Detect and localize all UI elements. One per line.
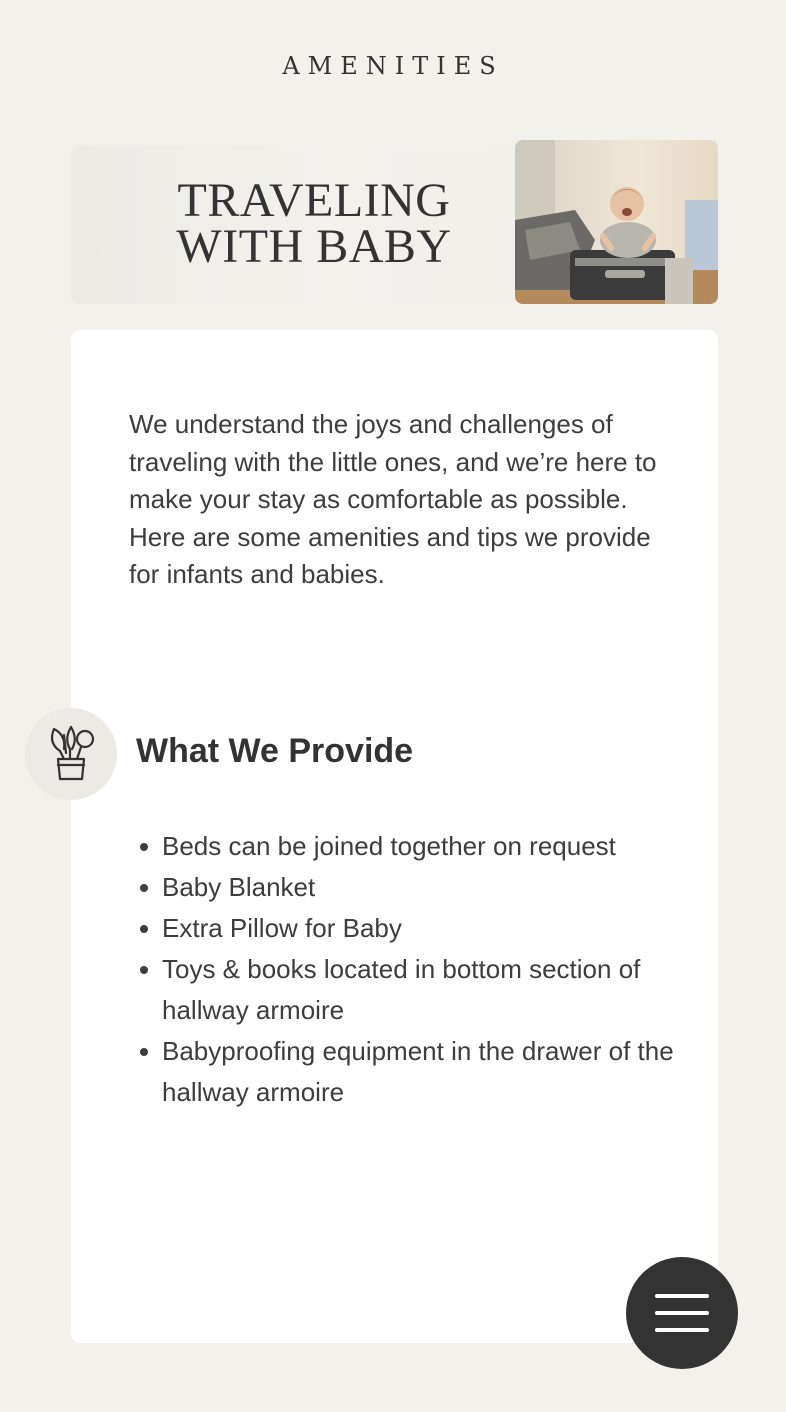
utensils-crock-icon [44, 725, 98, 783]
section-icon-badge [25, 708, 117, 800]
intro-text: We understand the joys and challenges of traveling with the little ones, and we’re here to make your stay as comfortable as possible. Here are some amenities and tips we provide for infants and babies. [129, 409, 657, 589]
list-item: Beds can be joined together on request [162, 826, 682, 867]
menu-button[interactable] [626, 1257, 738, 1369]
hero-photo [515, 140, 718, 304]
page-header-title: AMENITIES [282, 52, 504, 80]
baby-in-suitcase-photo [515, 140, 718, 304]
hamburger-menu-icon [654, 1285, 710, 1341]
list-item: Toys & books located in bottom section of hallway armoire [162, 949, 682, 1031]
list-item: Baby Blanket [162, 867, 682, 908]
hero-title: TRAVELING WITH BABY [176, 174, 452, 273]
list-item: Extra Pillow for Baby [162, 908, 682, 949]
list-item: Babyproofing equipment in the drawer of the hallway armoire [162, 1031, 682, 1113]
amenity-list [162, 826, 682, 1113]
section-title: What We Provide [136, 732, 414, 770]
